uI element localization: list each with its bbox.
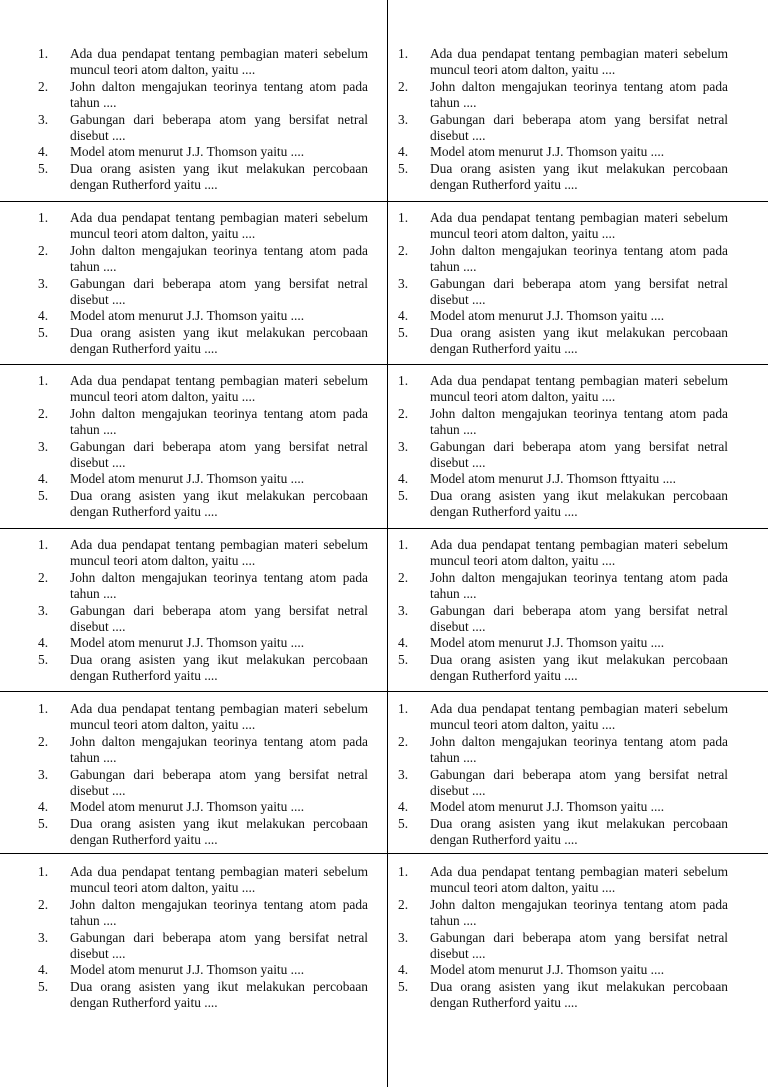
question-number: 4. [38,144,49,160]
question-text: Ada dua pendapat tentang pembagian materi sebelum muncul teori atom dalton, yaitu .... [70,864,368,896]
question-list [38,701,368,849]
question-text: Model atom menurut J.J. Thomson yaitu .... [430,635,665,651]
question-text: Dua orang asisten yang ikut melakukan percobaan dengan Rutherford yaitu .... [430,815,728,848]
question-text: John dalton mengajukan teorinya tentang atom pada tahun .... [70,78,368,111]
question-number: 3. [398,111,409,127]
question-list [38,373,368,521]
question-item [398,210,728,243]
question-card [38,537,368,685]
question-item [398,439,728,472]
question-card [38,701,368,849]
question-item [398,930,728,963]
question-number: 1. [38,864,49,879]
question-text: Gabungan dari beberapa atom yang bersifat netral disebut .... [70,766,368,799]
question-item [398,570,728,603]
question-number: 5. [398,815,409,831]
question-item [38,962,368,978]
question-text: Dua orang asisten yang ikut melakukan percobaan dengan Rutherford yaitu .... [70,651,368,684]
question-item [398,897,728,930]
question-number: 2. [38,78,49,94]
question-item [38,308,368,324]
question-text: Model atom menurut J.J. Thomson yaitu .... [70,635,305,651]
question-text: John dalton mengajukan teorinya tentang atom pada tahun .... [430,896,728,929]
question-number: 1. [38,537,49,552]
question-number: 3. [38,929,49,945]
question-item [398,816,728,849]
question-item [398,406,728,439]
question-number: 4. [398,308,409,324]
question-number: 2. [398,242,409,258]
question-number: 4. [398,962,409,978]
question-text: Model atom menurut J.J. Thomson fttyaitu .... [430,471,676,487]
question-item [398,635,728,651]
question-number: 4. [38,962,49,978]
question-item [398,979,728,1012]
question-text: Model atom menurut J.J. Thomson yaitu .... [70,962,305,978]
question-item [398,46,728,79]
question-text: Model atom menurut J.J. Thomson yaitu .... [430,308,665,324]
question-number: 5. [398,487,409,503]
question-item [398,79,728,112]
question-text: Gabungan dari beberapa atom yang bersifat netral disebut .... [70,111,368,144]
question-text: Model atom menurut J.J. Thomson yaitu .... [70,144,305,160]
question-list [38,864,368,1012]
question-text: Dua orang asisten yang ikut melakukan percobaan dengan Rutherford yaitu .... [430,160,728,193]
question-number: 5. [398,324,409,340]
question-text: Gabungan dari beberapa atom yang bersifat netral disebut .... [430,602,728,635]
question-text: Gabungan dari beberapa atom yang bersifat netral disebut .... [430,766,728,799]
question-item [398,652,728,685]
question-number: 1. [398,864,409,879]
question-number: 4. [38,635,49,651]
question-list [398,537,728,685]
question-item [398,112,728,145]
question-text: Ada dua pendapat tentang pembagian materi sebelum muncul teori atom dalton, yaitu .... [430,537,728,569]
question-number: 4. [38,799,49,815]
question-number: 5. [38,651,49,667]
question-text: John dalton mengajukan teorinya tentang atom pada tahun .... [70,733,368,766]
question-number: 1. [398,210,409,225]
question-number: 5. [38,160,49,176]
question-item [398,864,728,897]
question-text: Dua orang asisten yang ikut melakukan percobaan dengan Rutherford yaitu .... [430,978,728,1011]
question-number: 2. [38,569,49,585]
question-number: 1. [38,46,49,61]
question-item [38,112,368,145]
question-number: 2. [398,896,409,912]
question-number: 2. [398,78,409,94]
question-item [38,930,368,963]
question-item [38,734,368,767]
question-text: Dua orang asisten yang ikut melakukan percobaan dengan Rutherford yaitu .... [70,978,368,1011]
question-item [38,979,368,1012]
question-list [398,864,728,1012]
question-item [38,210,368,243]
question-text: Ada dua pendapat tentang pembagian materi sebelum muncul teori atom dalton, yaitu .... [430,701,728,733]
question-number: 5. [38,815,49,831]
question-card [38,46,368,194]
question-text: Gabungan dari beberapa atom yang bersifat netral disebut .... [430,111,728,144]
question-item [38,864,368,897]
question-number: 2. [38,733,49,749]
question-number: 3. [38,602,49,618]
question-number: 5. [398,160,409,176]
question-number: 4. [398,144,409,160]
question-number: 5. [38,324,49,340]
question-text: Ada dua pendapat tentang pembagian materi sebelum muncul teori atom dalton, yaitu .... [70,701,368,733]
question-number: 1. [398,373,409,388]
question-number: 3. [398,766,409,782]
question-item [398,734,728,767]
question-number: 1. [38,210,49,225]
question-text: Gabungan dari beberapa atom yang bersifat netral disebut .... [430,929,728,962]
question-number: 3. [38,275,49,291]
question-item [398,799,728,815]
question-number: 3. [398,438,409,454]
question-text: Dua orang asisten yang ikut melakukan percobaan dengan Rutherford yaitu .... [70,487,368,520]
row-divider [0,201,768,202]
column-divider [387,0,388,1087]
question-item [38,276,368,309]
question-item [38,488,368,521]
question-text: Gabungan dari beberapa atom yang bersifat netral disebut .... [430,438,728,471]
question-text: Gabungan dari beberapa atom yang bersifat netral disebut .... [70,275,368,308]
row-divider [0,853,768,854]
question-text: Model atom menurut J.J. Thomson yaitu .... [430,799,665,815]
question-card [398,537,728,685]
question-text: Dua orang asisten yang ikut melakukan percobaan dengan Rutherford yaitu .... [70,324,368,357]
question-list [398,373,728,521]
question-number: 1. [398,537,409,552]
question-text: Ada dua pendapat tentang pembagian materi sebelum muncul teori atom dalton, yaitu .... [430,210,728,242]
question-text: Ada dua pendapat tentang pembagian materi sebelum muncul teori atom dalton, yaitu .... [70,46,368,78]
question-text: Gabungan dari beberapa atom yang bersifat netral disebut .... [70,929,368,962]
question-number: 3. [38,766,49,782]
question-list [398,46,728,194]
question-list [38,210,368,358]
question-text: Model atom menurut J.J. Thomson yaitu .... [70,799,305,815]
question-item [38,767,368,800]
question-number: 2. [38,242,49,258]
question-number: 1. [398,46,409,61]
question-number: 3. [398,929,409,945]
question-item [38,325,368,358]
question-number: 2. [398,405,409,421]
question-number: 4. [398,635,409,651]
question-text: Gabungan dari beberapa atom yang bersifat netral disebut .... [70,438,368,471]
question-number: 5. [398,651,409,667]
question-item [38,161,368,194]
question-text: Dua orang asisten yang ikut melakukan percobaan dengan Rutherford yaitu .... [70,160,368,193]
question-text: John dalton mengajukan teorinya tentang atom pada tahun .... [430,242,728,275]
question-number: 5. [38,487,49,503]
question-item [398,537,728,570]
question-item [398,276,728,309]
question-item [38,243,368,276]
question-item [38,406,368,439]
question-text: Ada dua pendapat tentang pembagian materi sebelum muncul teori atom dalton, yaitu .... [70,373,368,405]
question-text: John dalton mengajukan teorinya tentang atom pada tahun .... [70,569,368,602]
question-list [398,701,728,849]
question-item [38,46,368,79]
question-number: 3. [398,275,409,291]
question-number: 4. [38,471,49,487]
question-text: John dalton mengajukan teorinya tentang atom pada tahun .... [430,405,728,438]
question-text: Dua orang asisten yang ikut melakukan percobaan dengan Rutherford yaitu .... [430,651,728,684]
question-text: Dua orang asisten yang ikut melakukan percobaan dengan Rutherford yaitu .... [430,324,728,357]
row-divider [0,364,768,365]
question-item [38,816,368,849]
question-number: 5. [398,978,409,994]
question-card [398,46,728,194]
question-text: Ada dua pendapat tentang pembagian materi sebelum muncul teori atom dalton, yaitu .... [430,373,728,405]
row-divider [0,528,768,529]
question-number: 1. [38,373,49,388]
question-card [398,701,728,849]
question-item [398,373,728,406]
question-item [398,161,728,194]
question-item [38,79,368,112]
question-text: Model atom menurut J.J. Thomson yaitu .... [70,471,305,487]
question-card [38,210,368,358]
question-item [38,799,368,815]
question-item [398,325,728,358]
question-number: 3. [38,111,49,127]
question-number: 4. [398,471,409,487]
question-text: Ada dua pendapat tentang pembagian materi sebelum muncul teori atom dalton, yaitu .... [430,864,728,896]
question-item [38,603,368,636]
question-card [38,373,368,521]
question-text: John dalton mengajukan teorinya tentang atom pada tahun .... [430,733,728,766]
question-item [38,897,368,930]
question-list [398,210,728,358]
question-card [38,864,368,1012]
question-text: John dalton mengajukan teorinya tentang atom pada tahun .... [430,78,728,111]
question-card [398,210,728,358]
question-number: 2. [38,896,49,912]
question-text: Dua orang asisten yang ikut melakukan percobaan dengan Rutherford yaitu .... [430,487,728,520]
question-number: 1. [398,701,409,716]
question-number: 3. [38,438,49,454]
question-item [398,144,728,160]
question-list [38,46,368,194]
question-number: 3. [398,602,409,618]
question-text: John dalton mengajukan teorinya tentang atom pada tahun .... [70,242,368,275]
question-item [38,635,368,651]
question-number: 2. [38,405,49,421]
question-item [38,570,368,603]
question-item [38,471,368,487]
question-number: 5. [38,978,49,994]
question-card [398,864,728,1012]
question-text: John dalton mengajukan teorinya tentang atom pada tahun .... [70,405,368,438]
question-item [398,603,728,636]
question-item [38,537,368,570]
question-text: Gabungan dari beberapa atom yang bersifat netral disebut .... [70,602,368,635]
question-number: 4. [398,799,409,815]
question-item [398,767,728,800]
question-text: Model atom menurut J.J. Thomson yaitu .... [70,308,305,324]
question-item [38,144,368,160]
question-text: Ada dua pendapat tentang pembagian materi sebelum muncul teori atom dalton, yaitu .... [430,46,728,78]
question-number: 4. [38,308,49,324]
row-divider [0,691,768,692]
question-number: 2. [398,569,409,585]
question-text: John dalton mengajukan teorinya tentang atom pada tahun .... [430,569,728,602]
question-item [398,701,728,734]
question-item [398,308,728,324]
question-item [398,962,728,978]
question-number: 2. [398,733,409,749]
question-text: Ada dua pendapat tentang pembagian materi sebelum muncul teori atom dalton, yaitu .... [70,210,368,242]
question-item [38,373,368,406]
question-item [38,652,368,685]
question-text: John dalton mengajukan teorinya tentang atom pada tahun .... [70,896,368,929]
question-text: Model atom menurut J.J. Thomson yaitu .... [430,144,665,160]
question-item [398,471,728,487]
question-list [38,537,368,685]
question-text: Gabungan dari beberapa atom yang bersifat netral disebut .... [430,275,728,308]
question-text: Ada dua pendapat tentang pembagian materi sebelum muncul teori atom dalton, yaitu .... [70,537,368,569]
question-item [398,488,728,521]
question-number: 1. [38,701,49,716]
question-text: Model atom menurut J.J. Thomson yaitu .... [430,962,665,978]
question-text: Dua orang asisten yang ikut melakukan percobaan dengan Rutherford yaitu .... [70,815,368,848]
question-item [38,701,368,734]
question-item [38,439,368,472]
question-item [398,243,728,276]
question-card [398,373,728,521]
